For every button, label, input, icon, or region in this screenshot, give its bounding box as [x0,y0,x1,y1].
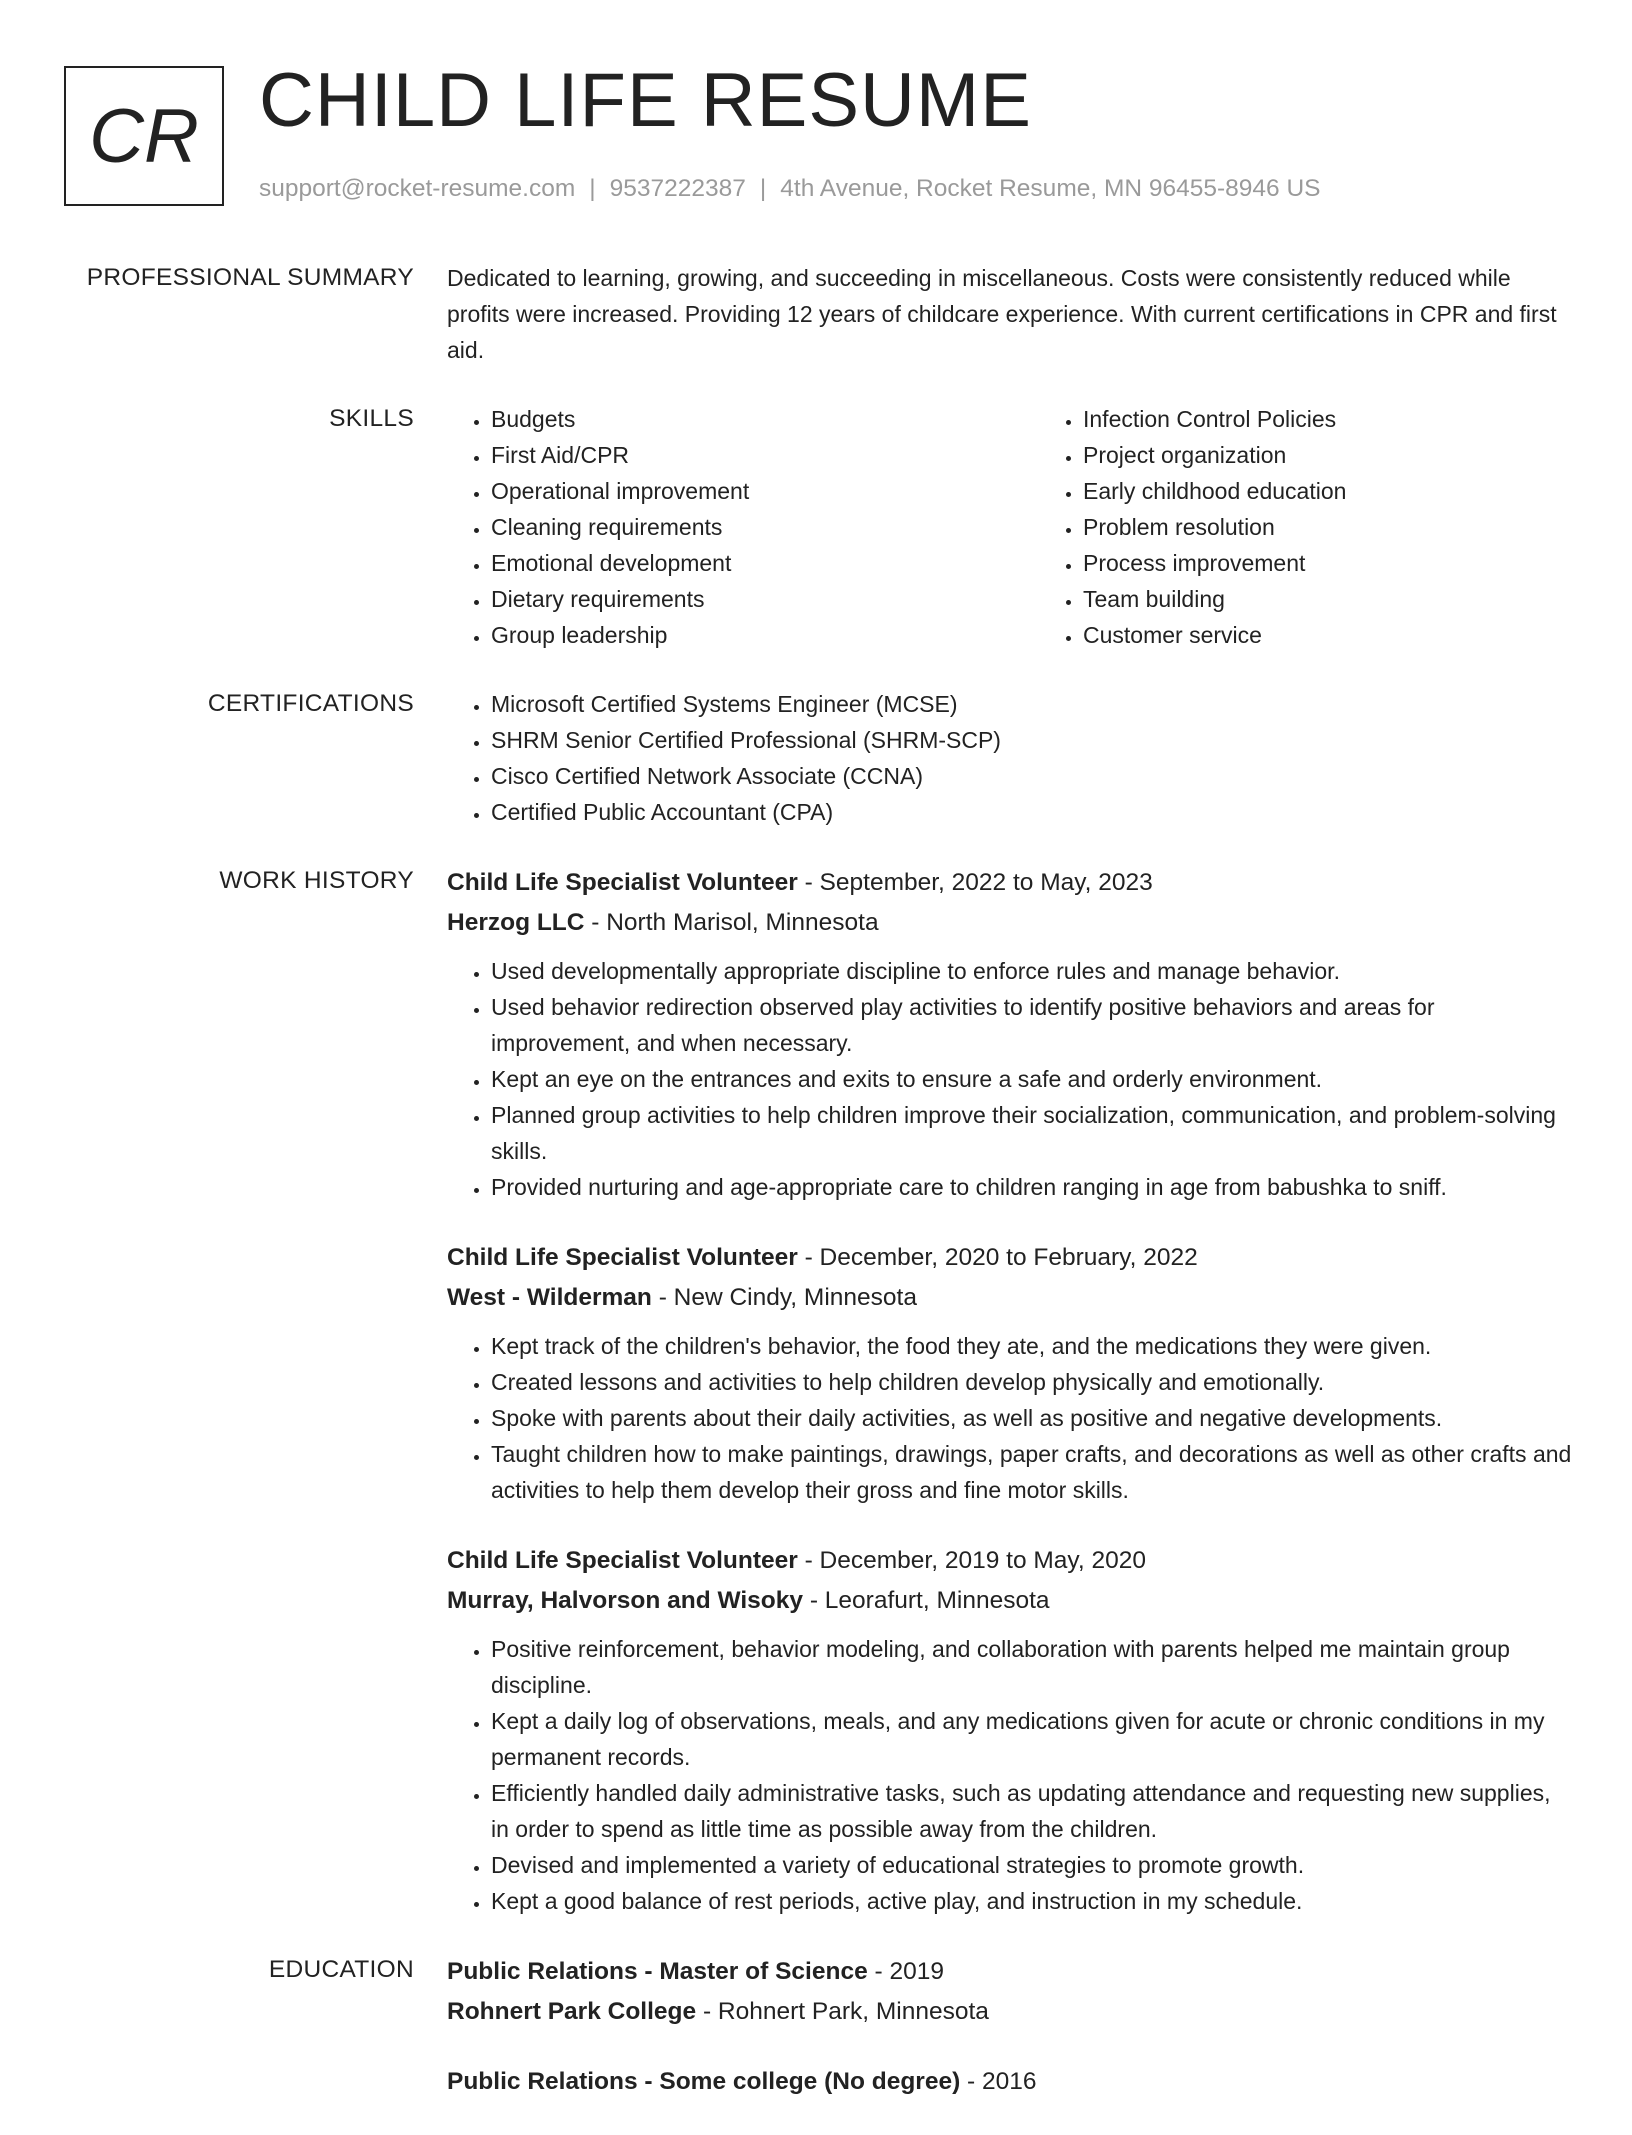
skill-item: • Operational improvement [491,473,1039,509]
skill-item: • Project organization [1083,437,1631,473]
contact-line [259,175,1321,203]
education-year: - 2019 [867,1958,944,1985]
job-bullet: • Kept a daily log of observations, meals, and any medications given for acute or chronic conditions in my permanent records. [491,1703,1572,1775]
skill-item: • Budgets [491,401,1039,437]
job-company-line [447,903,1572,943]
education-degree-line [447,2062,1572,2102]
job-company-line [447,1278,1572,1318]
section-label-skills: SKILLS [329,405,414,432]
education-entry [447,2062,1572,2102]
skill-item: • Emotional development [491,545,1039,581]
job-title-line [447,1541,1572,1581]
section-label-education: EDUCATION [268,1956,414,1983]
contact-separator: | [589,175,596,202]
section-label-work-history: WORK HISTORY [219,867,414,894]
contact-phone: 9537222387 [609,175,746,202]
education-location: - Rohnert Park, Minnesota [696,1998,989,2025]
skill-item: • Customer service [1083,617,1631,653]
job-title-line [447,863,1572,903]
job-title: Child Life Specialist Volunteer [447,1547,798,1574]
job-bullet: • Efficiently handled daily administrative tasks, such as updating attendance and requesting new supplies, in order to spend as little time as possible away from the children. [491,1775,1572,1847]
certification-item: • Microsoft Certified Systems Engineer (MCSE) [491,686,1572,722]
skill-item: • Team building [1083,581,1631,617]
job-company: Murray, Halvorson and Wisoky [447,1587,804,1614]
certifications-content [447,686,1572,830]
contact-email: support@rocket-resume.com [259,175,576,202]
education-school: Rohnert Park College [447,1998,697,2025]
job-location: - New Cindy, Minnesota [651,1284,917,1311]
resume-body [0,260,1632,2135]
job-bullet: • Devised and implemented a variety of educational strategies to promote growth. [491,1847,1572,1883]
skill-item: • Early childhood education [1083,473,1631,509]
skill-item: • Dietary requirements [491,581,1039,617]
job-entry [447,863,1572,1205]
skills-column-2 [1039,401,1631,653]
skill-item: • Process improvement [1083,545,1631,581]
job-bullet: • Created lessons and activities to help children develop physically and emotionally. [491,1364,1572,1400]
contact-separator: | [759,175,767,202]
job-bullet: • Provided nurturing and age-appropriate care to children ranging in age from babushka to sniff. [491,1169,1572,1205]
job-bullet: • Kept track of the children's behavior, the food they ate, and the medications they were given. [491,1328,1572,1364]
job-title: Child Life Specialist Volunteer [447,869,798,896]
job-bullet: • Taught children how to make paintings, drawings, paper crafts, and decorations as well as other crafts and activities to help them develop their gross and fine motor skills. [491,1436,1572,1508]
job-title-line [447,1238,1572,1278]
job-bullet: • Spoke with parents about their daily activities, as well as positive and negative developments. [491,1400,1572,1436]
job-bullets [447,1631,1572,1919]
skill-item: • First Aid/CPR [491,437,1039,473]
education-degree: Public Relations - Some college (No degree) [447,2068,961,2095]
job-location: - North Marisol, Minnesota [584,909,879,936]
resume-title: CHILD LIFE RESUME [259,58,1032,143]
job-dates: - December, 2019 to May, 2020 [797,1547,1146,1574]
job-bullets [447,1328,1572,1508]
certification-item: • Certified Public Accountant (CPA) [491,794,1572,830]
skill-item: • Cleaning requirements [491,509,1039,545]
certifications-list [447,686,1572,830]
skills-content [447,401,1572,653]
section-label-certifications: CERTIFICATIONS [207,690,414,717]
skills-column-1 [447,401,1039,653]
work-history-section [0,863,1632,1919]
job-bullet: • Used behavior redirection observed play activities to identify positive behaviors and areas for improvement, and when necessary. [491,989,1572,1061]
job-bullet: • Planned group activities to help children improve their socialization, communication, and problem-solving skills. [491,1097,1572,1169]
education-entry [447,1952,1572,2032]
skill-item: • Group leadership [491,617,1039,653]
job-company-line [447,1581,1572,1621]
job-title: Child Life Specialist Volunteer [447,1244,798,1271]
job-bullet: • Positive reinforcement, behavior modeling, and collaboration with parents helped me maintain group discipline. [491,1631,1572,1703]
job-bullet: • Kept an eye on the entrances and exits to ensure a safe and orderly environment. [491,1061,1572,1097]
summary-section [0,260,1632,368]
certifications-section [0,686,1632,830]
education-year: - 2016 [960,2068,1037,2095]
education-content [447,1952,1572,2102]
certification-item: • SHRM Senior Certified Professional (SHRM-SCP) [491,722,1572,758]
job-company: West - Wilderman [447,1284,652,1311]
job-dates: - December, 2020 to February, 2022 [797,1244,1198,1271]
job-entry [447,1541,1572,1919]
certification-item: • Cisco Certified Network Associate (CCNA) [491,758,1572,794]
job-company: Herzog LLC [447,909,585,936]
skills-grid [447,401,1572,653]
education-degree: Public Relations - Master of Science [447,1958,868,1985]
job-entry [447,1238,1572,1508]
monogram-badge: CR [64,66,224,206]
job-bullet: • Used developmentally appropriate discipline to enforce rules and manage behavior. [491,953,1572,989]
section-label-summary: PROFESSIONAL SUMMARY [86,264,414,291]
summary-content [447,260,1572,368]
job-bullet: • Kept a good balance of rest periods, active play, and instruction in my schedule. [491,1883,1572,1919]
education-school-line [447,1992,1572,2032]
job-dates: - September, 2022 to May, 2023 [797,869,1153,896]
skill-item: • Infection Control Policies [1083,401,1631,437]
skills-section [0,401,1632,653]
work-history-content [447,863,1572,1919]
skill-item: • Problem resolution [1083,509,1631,545]
job-bullets [447,953,1572,1205]
summary-text: Dedicated to learning, growing, and succeeding in miscellaneous. Costs were consistently reduced while profits were increased. Providing 12 years of childcare experience. With current certifications in CPR and first aid. [447,265,1557,363]
education-degree-line [447,1952,1572,1992]
education-section [0,1952,1632,2102]
job-location: - Leorafurt, Minnesota [803,1587,1050,1614]
contact-address: 4th Avenue, Rocket Resume, MN 96455-8946 US [780,175,1321,202]
